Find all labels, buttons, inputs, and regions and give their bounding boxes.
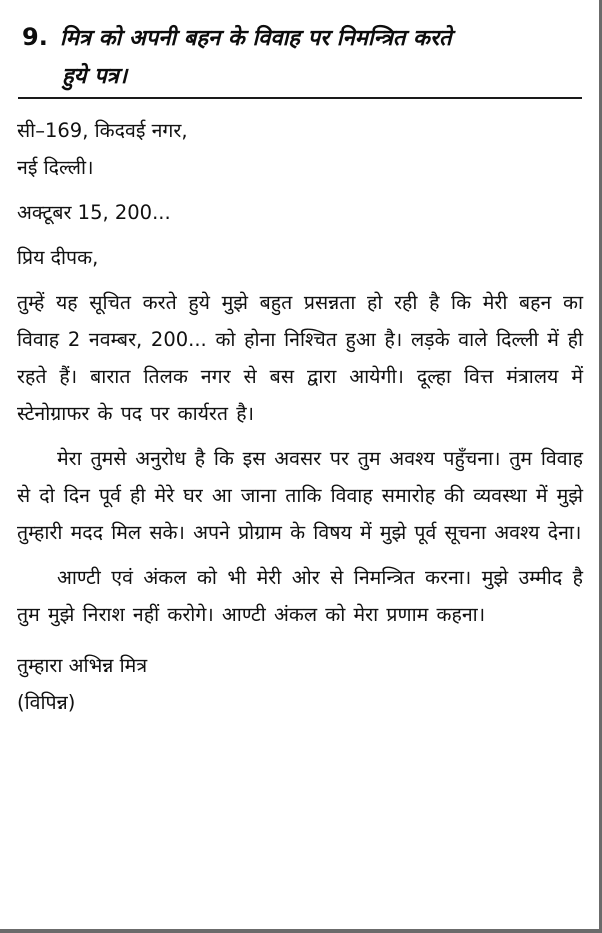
paragraph-1: तुम्हें यह सूचित करते हुये मुझे बहुत प्रसन्नता हो रही है कि मेरी बहन का विवाह 2 नवम्बर, 200... को होना निश्चित हुआ है। लड़के वाले दिल्ली में ही रहते हैं। बारात तिलक नगर से बस द्वारा आयेगी। दूल्हा वित्त मंत्रालय में स्टेनोग्राफर के पद पर कार्यरत है। <box>17 291 583 425</box>
sender-address <box>17 112 583 186</box>
heading-divider <box>18 97 582 99</box>
heading-line-1 <box>22 18 582 58</box>
heading-title-line-2: हुये पत्र। <box>62 64 128 89</box>
paragraph-3: आण्टी एवं अंकल को भी मेरी ओर से निमन्त्रित करना। मुझे उम्मीद है तुम मुझे निराश नहीं करोगे। आण्टी अंकल को मेरा प्रणाम कहना। <box>17 566 583 626</box>
heading-title-line-1: मित्र को अपनी बहन के विवाह पर निमन्त्रित करते <box>60 26 452 51</box>
question-number: 9. <box>22 23 48 51</box>
letter-date: अक्टूबर 15, 200... <box>17 201 171 224</box>
letter-heading <box>22 18 582 96</box>
signature-name: (विपिन्न) <box>17 691 76 714</box>
salutation: प्रिय दीपक, <box>17 246 99 269</box>
paragraph-2: मेरा तुमसे अनुरोध है कि इस अवसर पर तुम अवश्य पहुँचना। तुम विवाह से दो दिन पूर्व ही मेरे घर आ जाना ताकि विवाह समारोह की व्यवस्था में मुझे तुम्हारी मदद मिल सके। अपने प्रोग्राम के विषय में मुझे पूर्व सूचना अवश्य देना। <box>17 447 583 544</box>
closing <box>17 647 583 721</box>
letter-body <box>17 112 583 721</box>
address-line-1: सी–169, किदवई नगर, <box>17 119 188 142</box>
address-line-2: नई दिल्ली। <box>17 156 94 179</box>
closing-line: तुम्हारा अभिन्न मित्र <box>17 654 148 677</box>
